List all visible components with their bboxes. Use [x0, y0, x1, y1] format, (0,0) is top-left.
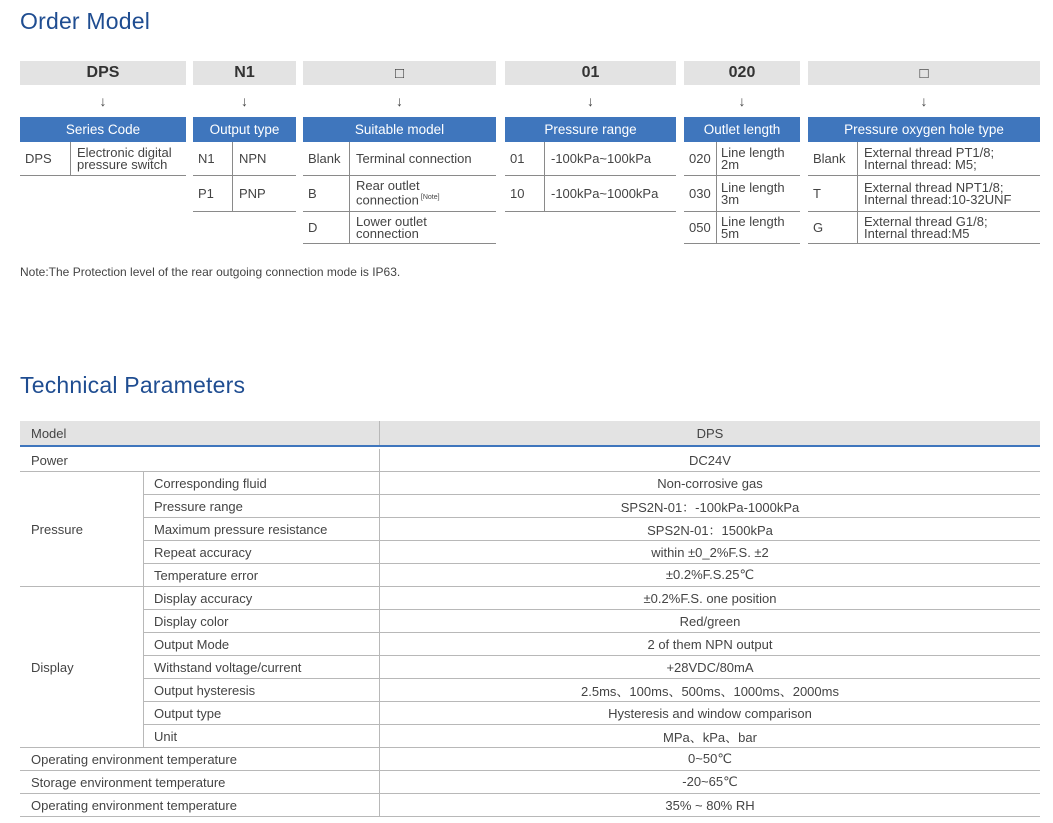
option-desc-line1: External thread G1/8;	[864, 213, 988, 229]
order-model-title: Order Model	[20, 8, 151, 34]
option-desc-line2: connection	[356, 225, 419, 241]
list-item	[193, 142, 296, 176]
row-label: Display color	[154, 613, 229, 629]
list-item	[808, 176, 1040, 212]
row-label: Display accuracy	[154, 590, 253, 606]
option-desc-line1: Line length	[721, 144, 785, 160]
option-code: D	[303, 212, 350, 243]
option-code: Blank	[303, 142, 350, 175]
table-row	[20, 564, 1040, 587]
hole-type-column	[808, 61, 1040, 244]
option-code: T	[808, 176, 858, 211]
row-label: Power	[31, 452, 68, 468]
row-value: Red/green	[379, 610, 1040, 632]
row-value: Hysteresis and window comparison	[379, 702, 1040, 724]
row-value: 2 of them NPN output	[379, 633, 1040, 655]
table-row	[20, 518, 1040, 541]
option-code: P1	[193, 176, 233, 211]
row-label: Output type	[154, 705, 222, 721]
suitable-model-value: □	[303, 61, 496, 85]
option-desc: Terminal connection	[356, 150, 472, 166]
series-code-value: DPS	[20, 61, 186, 85]
option-desc: PNP	[239, 185, 266, 201]
hole-type-header: Pressure oxygen hole type	[808, 117, 1040, 142]
group-label-display: Display	[20, 587, 144, 748]
option-code: 01	[505, 142, 545, 175]
option-code: DPS	[20, 142, 71, 175]
table-row	[20, 541, 1040, 564]
table-row	[20, 771, 1040, 794]
option-desc-line1: Line length	[721, 213, 785, 229]
option-code: 10	[505, 176, 545, 211]
row-label: Storage environment temperature	[31, 774, 226, 790]
list-item	[808, 142, 1040, 176]
option-code: 050	[684, 212, 717, 243]
series-code-header: Series Code	[20, 117, 186, 142]
outlet-length-header: Outlet length	[684, 117, 800, 142]
option-desc-line1: Lower outlet	[356, 213, 427, 229]
series-code-column	[20, 61, 186, 176]
output-type-header: Output type	[193, 117, 296, 142]
list-item	[193, 176, 296, 212]
option-desc-line1: Line length	[721, 179, 785, 195]
group-label-pressure: Pressure	[20, 472, 144, 587]
row-value: MPa、kPa、bar	[379, 725, 1040, 747]
row-value: ±0.2%F.S. one position	[379, 587, 1040, 609]
output-type-column	[193, 61, 296, 212]
table-row	[20, 495, 1040, 518]
output-type-value: N1	[193, 61, 296, 85]
tech-params-title: Technical Parameters	[20, 372, 246, 398]
down-arrow-icon: ↓	[99, 93, 107, 109]
row-label: Withstand voltage/current	[154, 659, 302, 675]
list-item	[684, 142, 800, 176]
suitable-model-column	[303, 61, 496, 244]
table-header-row	[20, 421, 1040, 447]
option-desc-line1: Electronic digital	[77, 144, 172, 160]
option-code: G	[808, 212, 858, 243]
down-arrow-icon: ↓	[738, 93, 746, 109]
option-desc-line2: 3m	[721, 191, 740, 207]
list-item	[20, 142, 186, 176]
option-code: B	[303, 176, 350, 211]
row-value: SPS2N-01：1500kPa	[379, 518, 1040, 540]
row-value: 35% ~ 80% RH	[379, 794, 1040, 816]
pressure-range-column	[505, 61, 676, 212]
table-row	[20, 472, 1040, 495]
option-desc: -100kPa~100kPa	[551, 150, 652, 166]
row-label: Repeat accuracy	[154, 544, 252, 560]
note-marker: [Note]	[420, 194, 440, 202]
list-item	[303, 176, 496, 212]
list-item	[303, 142, 496, 176]
list-item	[505, 142, 676, 176]
down-arrow-icon: ↓	[920, 93, 928, 109]
option-desc-line2: Internal thread: M5;	[864, 156, 977, 172]
row-value: 0~50℃	[379, 748, 1040, 770]
option-desc-line2: Internal thread:M5	[864, 225, 970, 241]
option-desc-line2: 2m	[721, 156, 740, 172]
order-note: Note:The Protection level of the rear outgoing connection mode is IP63.	[20, 265, 401, 279]
row-label: Operating environment temperature	[31, 751, 237, 767]
row-value: Non-corrosive gas	[379, 472, 1040, 494]
row-value: -20~65℃	[379, 771, 1040, 793]
row-value: within ±0_2%F.S. ±2	[379, 541, 1040, 563]
down-arrow-icon: ↓	[587, 93, 594, 109]
option-code: N1	[193, 142, 233, 175]
table-row	[20, 725, 1040, 748]
table-row	[20, 794, 1040, 817]
row-value: DC24V	[379, 449, 1040, 471]
list-item	[505, 176, 676, 212]
row-value: +28VDC/80mA	[379, 656, 1040, 678]
down-arrow-icon: ↓	[241, 93, 248, 109]
option-desc-line1: External thread NPT1/8;	[864, 179, 1004, 195]
list-item	[303, 212, 496, 244]
table-row	[20, 633, 1040, 656]
option-desc-line2: Internal thread:10-32UNF	[864, 191, 1012, 207]
table-row	[20, 748, 1040, 771]
row-value: ±0.2%F.S.25℃	[379, 564, 1040, 586]
table-row	[20, 679, 1040, 702]
row-value: SPS2N-01：-100kPa-1000kPa	[379, 495, 1040, 517]
option-code: Blank	[808, 142, 858, 175]
table-row	[20, 702, 1040, 725]
row-label: Corresponding fluid	[154, 475, 267, 491]
list-item	[684, 176, 800, 212]
row-label: Temperature error	[154, 567, 259, 583]
outlet-length-column	[684, 61, 800, 244]
row-label: Pressure range	[154, 498, 243, 514]
row-label: Output hysteresis	[154, 682, 256, 698]
option-code: 030	[684, 176, 717, 211]
row-label: Operating environment temperature	[31, 797, 237, 813]
table-header-label: Model	[31, 425, 67, 441]
option-desc-line2: pressure switch	[77, 156, 168, 172]
row-value: 2.5ms、100ms、500ms、1000ms、2000ms	[379, 679, 1040, 701]
pressure-range-header: Pressure range	[505, 117, 676, 142]
list-item	[808, 212, 1040, 244]
down-arrow-icon: ↓	[396, 93, 403, 109]
option-desc-line1: External thread PT1/8;	[864, 144, 995, 160]
list-item	[684, 212, 800, 244]
option-desc-line2: connection	[356, 192, 419, 208]
option-desc-line2: 5m	[721, 225, 740, 241]
option-desc: -100kPa~1000kPa	[551, 185, 659, 201]
pressure-range-value: 01	[505, 61, 676, 85]
suitable-model-header: Suitable model	[303, 117, 496, 142]
row-label: Maximum pressure resistance	[154, 521, 328, 537]
table-row	[20, 656, 1040, 679]
table-header-value: DPS	[379, 421, 1040, 445]
row-label: Unit	[154, 728, 178, 744]
table-row	[20, 449, 1040, 472]
hole-type-value: □	[808, 61, 1040, 85]
table-row	[20, 610, 1040, 633]
option-desc: NPN	[239, 150, 267, 166]
outlet-length-value: 020	[684, 61, 800, 85]
option-code: 020	[684, 142, 717, 175]
table-row	[20, 587, 1040, 610]
option-desc-line1: Rear outlet	[356, 178, 420, 194]
row-label: Output Mode	[154, 636, 230, 652]
